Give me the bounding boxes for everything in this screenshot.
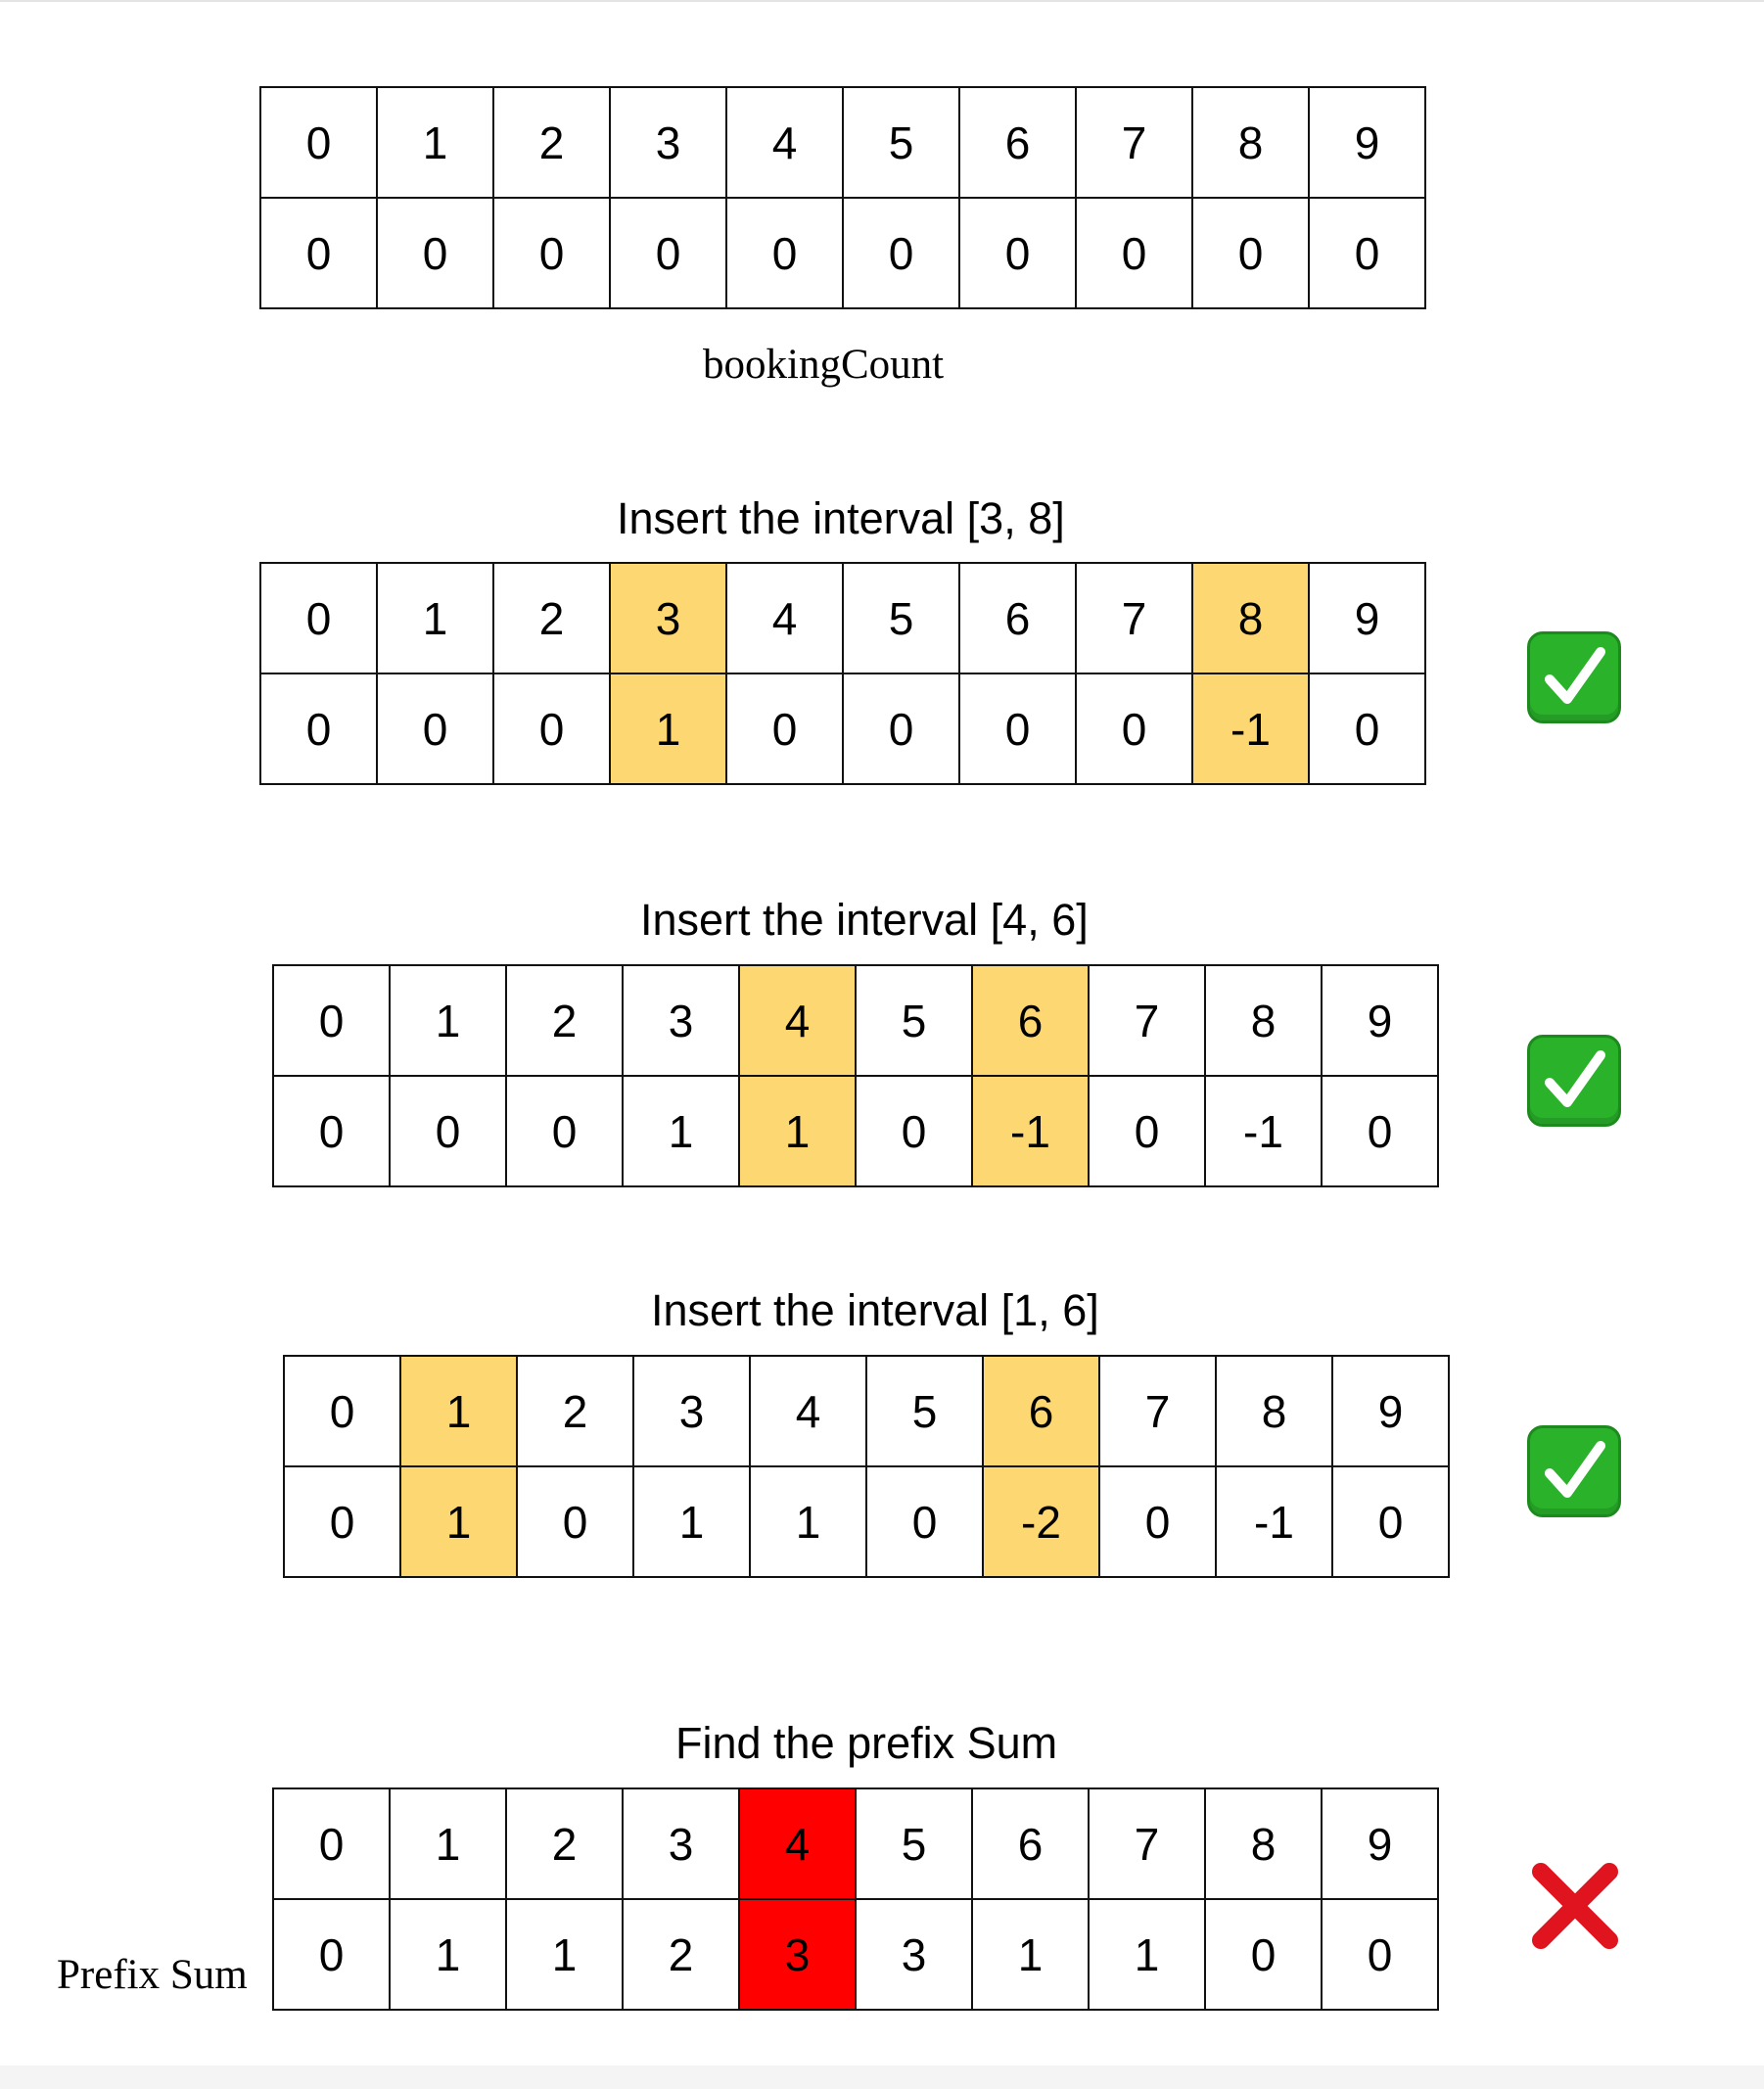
index-cell: 9 — [1323, 1789, 1439, 1900]
value-cell: 0 — [518, 1467, 634, 1578]
value-cell: -1 — [973, 1077, 1090, 1187]
index-cell: 3 — [634, 1357, 751, 1467]
value-cell: 3 — [857, 1900, 973, 2011]
value-cell: 0 — [378, 674, 494, 785]
index-cell: 0 — [274, 966, 391, 1077]
index-cell: 8 — [1217, 1357, 1333, 1467]
step-3-title: Insert the interval [1, 6] — [651, 1285, 1099, 1335]
value-cell: 0 — [844, 199, 960, 309]
value-cell: 2 — [624, 1900, 740, 2011]
index-cell: 8 — [1193, 564, 1310, 674]
value-cell: 0 — [391, 1077, 507, 1187]
prefix-sum-title: Find the prefix Sum — [675, 1718, 1058, 1768]
check-mark-icon — [1527, 1425, 1621, 1517]
value-cell: 1 — [507, 1900, 624, 2011]
cross-mark-icon — [1527, 1858, 1623, 1954]
value-cell: 0 — [960, 199, 1077, 309]
index-cell: 2 — [507, 1789, 624, 1900]
index-cell: 8 — [1206, 966, 1323, 1077]
index-cell: 1 — [391, 966, 507, 1077]
index-cell: 1 — [378, 564, 494, 674]
value-cell: 0 — [867, 1467, 984, 1578]
index-cell: 9 — [1310, 564, 1426, 674]
value-cell: 0 — [494, 674, 611, 785]
value-cell: 0 — [1323, 1077, 1439, 1187]
booking-count-caption: bookingCount — [703, 342, 945, 388]
prefix-sum-row-label: Prefix Sum — [57, 1952, 248, 1998]
value-cell: -1 — [1217, 1467, 1333, 1578]
index-cell: 4 — [727, 88, 844, 199]
value-cell: 0 — [274, 1900, 391, 2011]
index-cell: 6 — [973, 966, 1090, 1077]
index-cell: 5 — [857, 966, 973, 1077]
index-cell: 5 — [844, 564, 960, 674]
value-cell: 0 — [960, 674, 1077, 785]
index-cell: 3 — [611, 564, 727, 674]
index-cell: 6 — [960, 564, 1077, 674]
index-cell: 6 — [973, 1789, 1090, 1900]
index-cell: 4 — [740, 1789, 857, 1900]
value-cell: 0 — [274, 1077, 391, 1187]
index-cell: 9 — [1333, 1357, 1450, 1467]
value-cell: 1 — [611, 674, 727, 785]
value-cell: 0 — [1310, 674, 1426, 785]
value-cell: 0 — [727, 674, 844, 785]
top-divider — [0, 0, 1764, 2]
value-cell: 0 — [1310, 199, 1426, 309]
index-cell: 7 — [1077, 564, 1193, 674]
index-cell: 5 — [867, 1357, 984, 1467]
index-cell: 2 — [494, 88, 611, 199]
value-cell: 0 — [1077, 674, 1193, 785]
index-cell: 0 — [285, 1357, 401, 1467]
value-cell: 1 — [634, 1467, 751, 1578]
step-2-grid — [272, 964, 1439, 1187]
value-cell: 1 — [1090, 1900, 1206, 2011]
value-cell: 0 — [727, 199, 844, 309]
index-cell: 3 — [624, 966, 740, 1077]
index-cell: 9 — [1310, 88, 1426, 199]
value-cell: 0 — [261, 674, 378, 785]
value-cell: -1 — [1206, 1077, 1323, 1187]
value-cell: -2 — [984, 1467, 1100, 1578]
prefix-sum-grid — [272, 1787, 1439, 2011]
index-cell: 0 — [274, 1789, 391, 1900]
bottom-edge — [0, 2066, 1764, 2089]
value-cell: 0 — [844, 674, 960, 785]
step-2-title: Insert the interval [4, 6] — [640, 895, 1089, 945]
index-cell: 1 — [391, 1789, 507, 1900]
index-cell: 6 — [984, 1357, 1100, 1467]
index-cell: 5 — [857, 1789, 973, 1900]
value-cell: 0 — [507, 1077, 624, 1187]
value-cell: 1 — [973, 1900, 1090, 2011]
value-cell: 0 — [285, 1467, 401, 1578]
index-cell: 3 — [611, 88, 727, 199]
value-cell: 0 — [857, 1077, 973, 1187]
value-cell: 1 — [391, 1900, 507, 2011]
value-cell: 0 — [1206, 1900, 1323, 2011]
step-1-grid — [259, 562, 1426, 785]
step-1-title: Insert the interval [3, 8] — [617, 493, 1065, 543]
value-cell: 0 — [1090, 1077, 1206, 1187]
index-cell: 4 — [751, 1357, 867, 1467]
index-cell: 3 — [624, 1789, 740, 1900]
index-cell: 8 — [1193, 88, 1310, 199]
value-cell: -1 — [1193, 674, 1310, 785]
index-cell: 4 — [740, 966, 857, 1077]
index-cell: 6 — [960, 88, 1077, 199]
value-cell: 0 — [378, 199, 494, 309]
value-cell: 1 — [740, 1077, 857, 1187]
index-cell: 1 — [378, 88, 494, 199]
value-cell: 0 — [1333, 1467, 1450, 1578]
index-cell: 2 — [494, 564, 611, 674]
value-cell: 0 — [1077, 199, 1193, 309]
booking-count-grid — [259, 86, 1426, 309]
value-cell: 1 — [401, 1467, 518, 1578]
step-3-grid — [283, 1355, 1450, 1578]
value-cell: 0 — [494, 199, 611, 309]
value-cell: 0 — [1100, 1467, 1217, 1578]
value-cell: 0 — [1193, 199, 1310, 309]
check-mark-icon — [1527, 631, 1621, 723]
value-cell: 1 — [751, 1467, 867, 1578]
index-cell: 2 — [518, 1357, 634, 1467]
index-cell: 4 — [727, 564, 844, 674]
index-cell: 7 — [1090, 966, 1206, 1077]
index-cell: 9 — [1323, 966, 1439, 1077]
index-cell: 0 — [261, 88, 378, 199]
value-cell: 3 — [740, 1900, 857, 2011]
value-cell: 0 — [261, 199, 378, 309]
value-cell: 0 — [611, 199, 727, 309]
index-cell: 8 — [1206, 1789, 1323, 1900]
index-cell: 7 — [1090, 1789, 1206, 1900]
index-cell: 5 — [844, 88, 960, 199]
value-cell: 1 — [624, 1077, 740, 1187]
index-cell: 0 — [261, 564, 378, 674]
index-cell: 7 — [1077, 88, 1193, 199]
value-cell: 0 — [1323, 1900, 1439, 2011]
check-mark-icon — [1527, 1035, 1621, 1127]
index-cell: 7 — [1100, 1357, 1217, 1467]
index-cell: 2 — [507, 966, 624, 1077]
index-cell: 1 — [401, 1357, 518, 1467]
